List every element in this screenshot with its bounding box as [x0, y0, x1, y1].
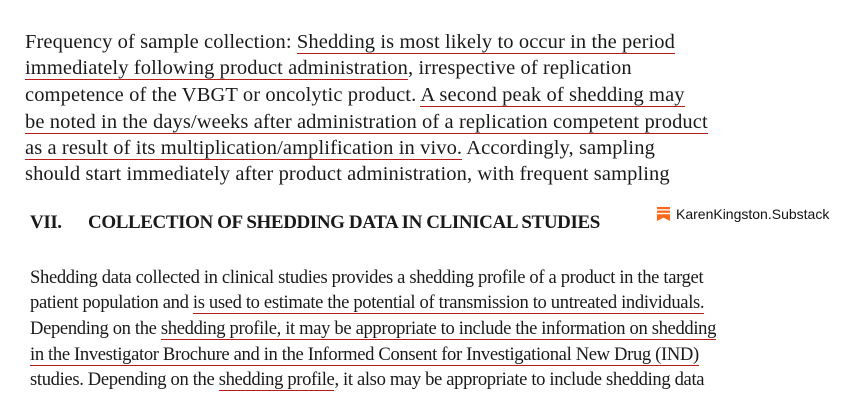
para1-line-2: [25, 57, 632, 80]
watermark-label: KarenKingston.Substack: [676, 206, 830, 222]
section-number: VII.: [30, 212, 62, 233]
para1-line-6: [25, 163, 670, 186]
para1-line-1: [25, 31, 675, 54]
section-title: COLLECTION OF SHEDDING DATA IN CLINICAL STUDIES: [88, 212, 600, 233]
para2-line-1: [30, 267, 703, 289]
highlighted-text: shedding profile: [218, 369, 335, 390]
highlighted-text: in the Investigator Brochure and in the Informed Consent for Investigational New Drug (IND): [30, 344, 699, 365]
highlighted-text: is used to estimate the potential of transmission to untreated individuals.: [192, 292, 705, 313]
para2-line-4: [30, 344, 699, 366]
text-run: Shedding data collected in clinical studies provides a shedding profile of a product in the target: [30, 267, 704, 288]
text-run: studies. Depending on the: [30, 369, 219, 390]
text-run: should start immediately after product administration, with frequent sampling: [25, 163, 670, 185]
text-run: competence of the VBGT or oncolytic product.: [25, 84, 421, 106]
highlighted-text: A second peak of shedding may: [420, 84, 685, 106]
text-run: Frequency of sample collection:: [25, 31, 297, 53]
para2-line-3: [30, 318, 716, 340]
highlighted-text: be noted in the days/weeks after administration of a replication competent product: [25, 111, 708, 133]
para2-line-5: [30, 369, 704, 391]
page-cutoff: [0, 393, 868, 401]
text-run: Depending on the: [30, 318, 161, 339]
para2-line-2: [30, 292, 704, 314]
bookmark-icon: [656, 207, 671, 221]
para1-line-3: [25, 84, 685, 107]
text-run: , it also may be appropriate to include shedding data: [334, 369, 705, 390]
highlighted-text: shedding profile, it may be appropriate to include the information on shedding: [160, 318, 717, 339]
para1-line-5: [25, 137, 655, 160]
text-run: patient population and: [30, 292, 193, 313]
highlighted-text: immediately following product administration: [25, 57, 409, 79]
text-run: Accordingly, sampling: [462, 137, 655, 159]
watermark: [656, 206, 829, 222]
highlighted-text: Shedding is most likely to occur in the period: [296, 31, 676, 53]
para1-line-4: [25, 111, 708, 134]
section-heading: [30, 212, 600, 234]
highlighted-text: as a result of its multiplication/amplification in vivo.: [25, 137, 463, 159]
text-run: , irrespective of replication: [408, 57, 632, 79]
